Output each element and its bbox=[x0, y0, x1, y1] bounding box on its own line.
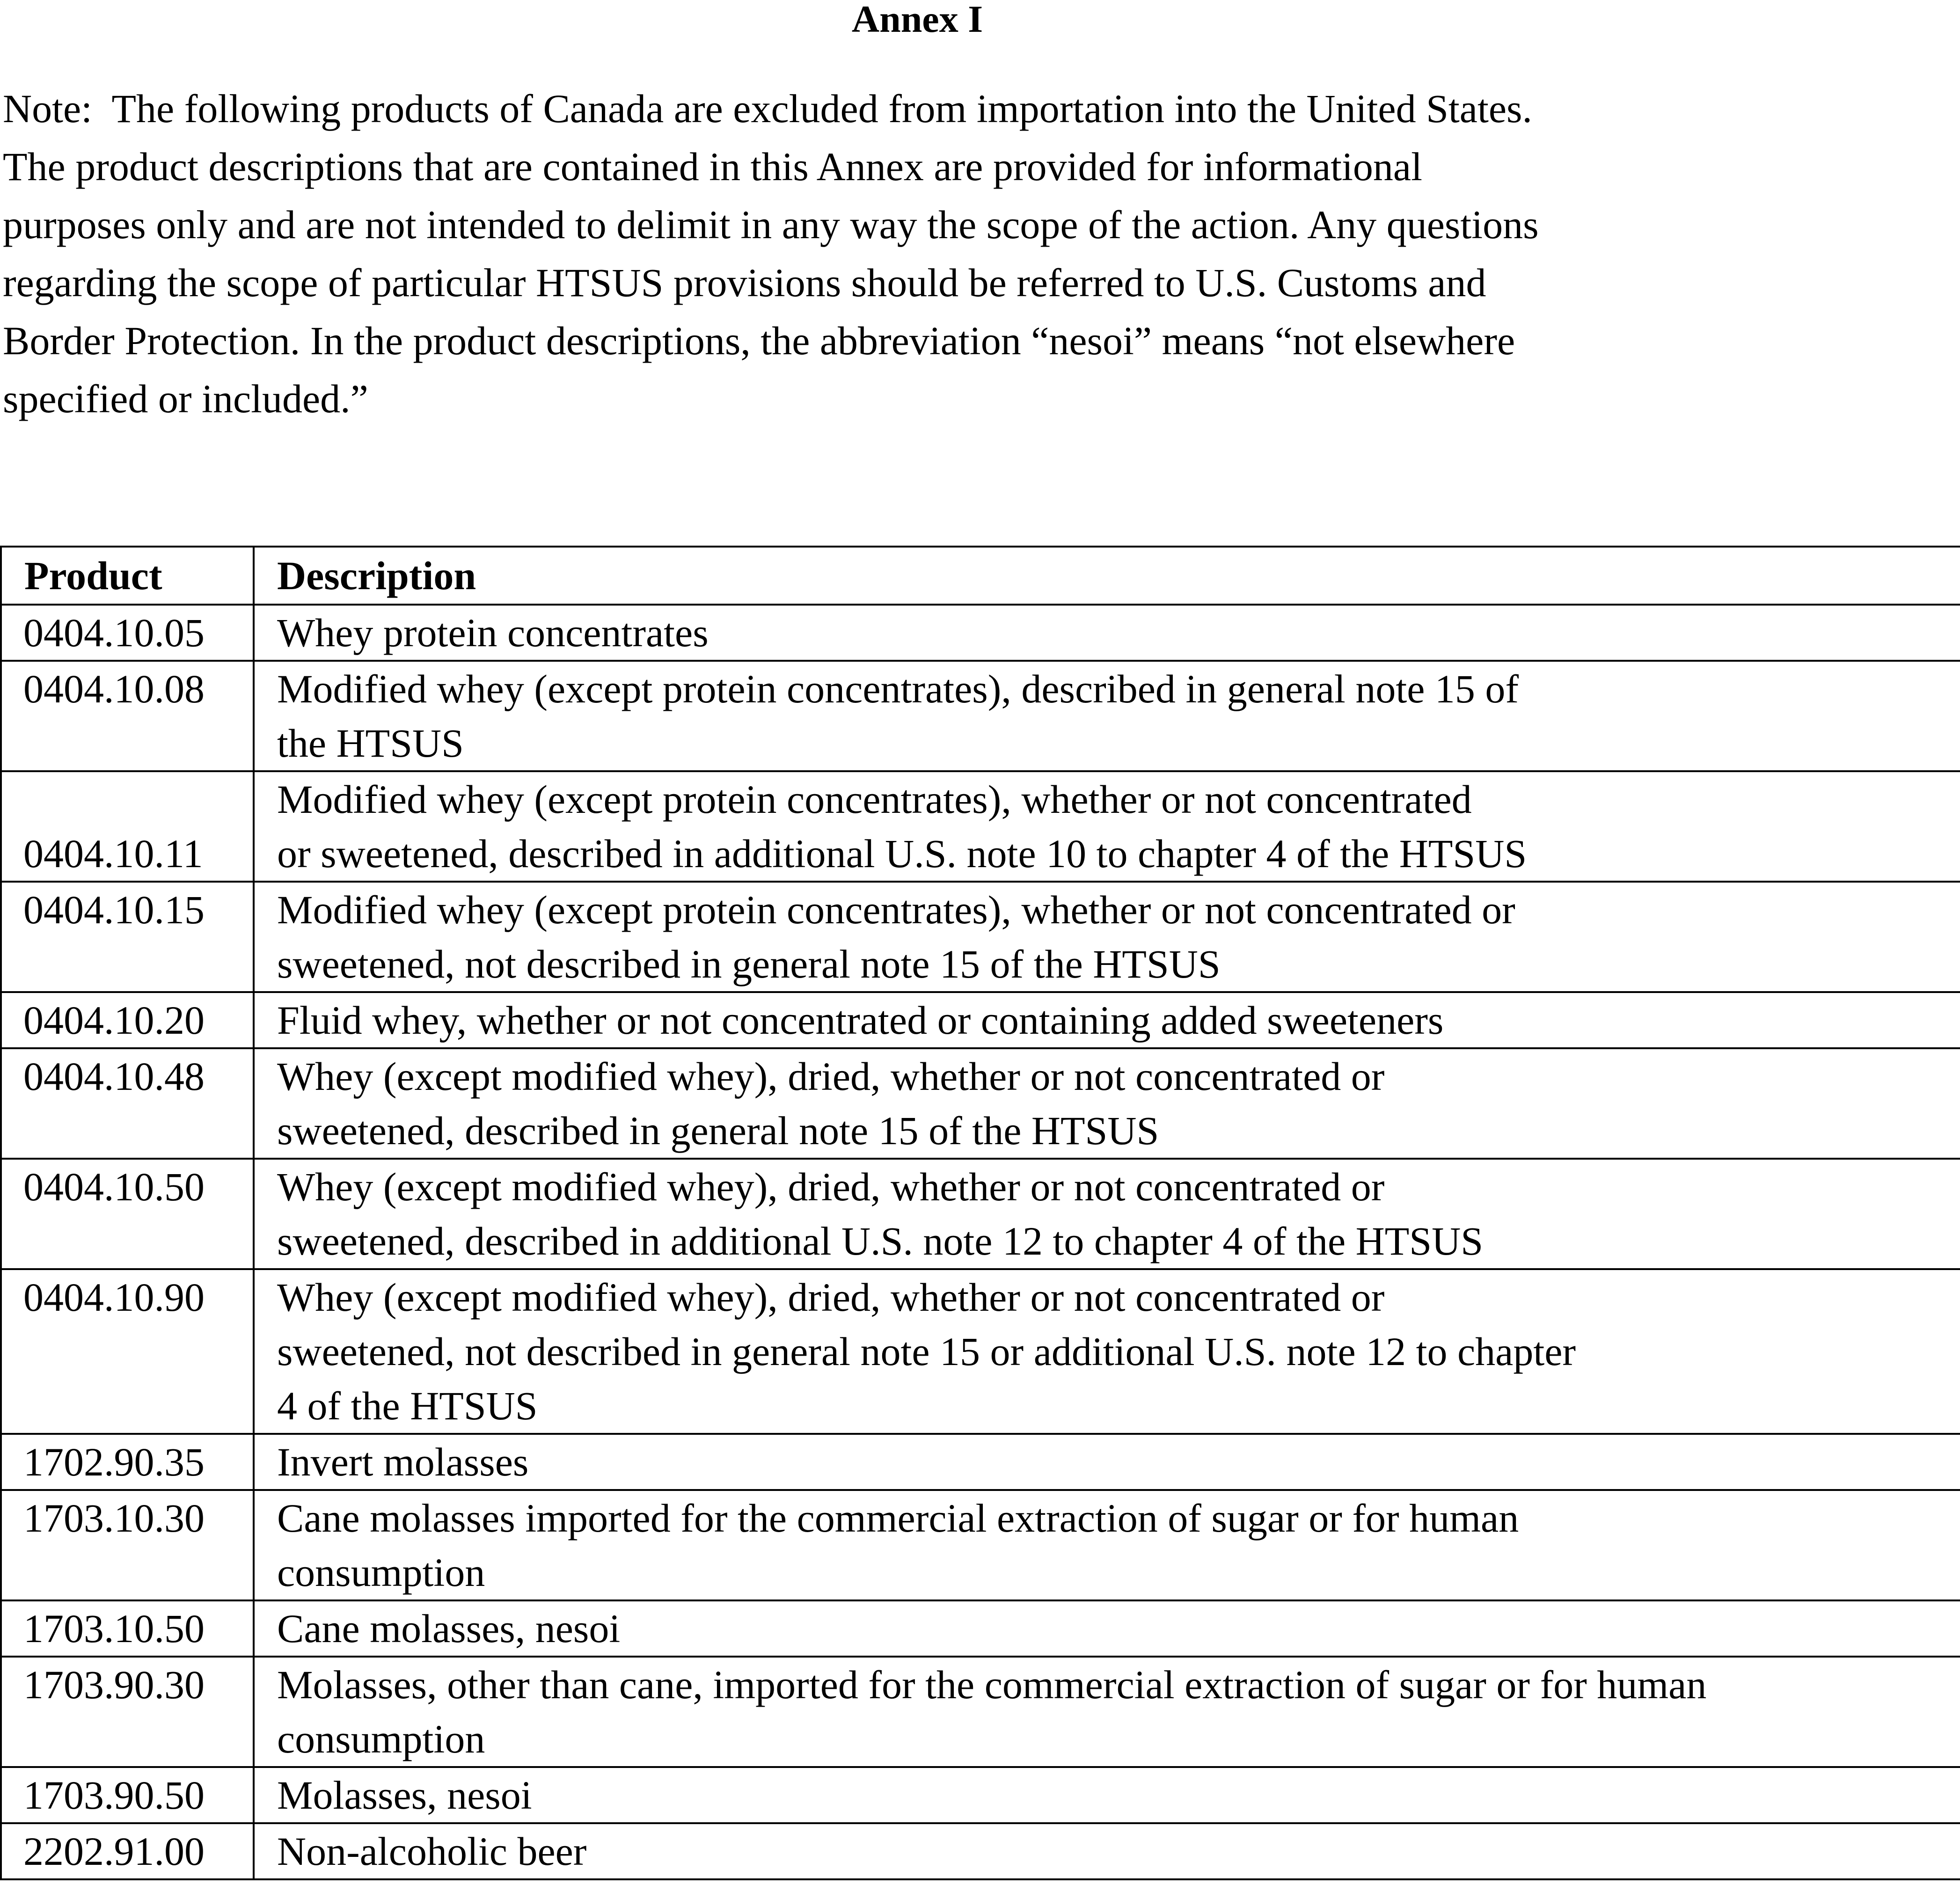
description-line: consumption bbox=[277, 1716, 485, 1761]
annex-note bbox=[3, 80, 1805, 428]
description-line: Cane molasses imported for the commercial extraction of sugar or for human bbox=[277, 1496, 1519, 1541]
product-code: 0404.10.08 bbox=[1, 661, 254, 771]
note-line: The product descriptions that are contained in this Annex are provided for informational bbox=[3, 144, 1422, 189]
product-code: 0404.10.48 bbox=[1, 1048, 254, 1159]
description-line: sweetened, described in general note 15 of the HTSUS bbox=[277, 1108, 1159, 1153]
table-header-row bbox=[1, 547, 1960, 605]
product-description bbox=[254, 992, 1960, 1048]
product-column-header: Product bbox=[1, 547, 254, 605]
product-code: 0404.10.50 bbox=[1, 1159, 254, 1269]
table-row bbox=[1, 992, 1960, 1048]
product-table bbox=[0, 546, 1960, 1880]
description-line: Non-alcoholic beer bbox=[277, 1829, 587, 1874]
product-description bbox=[254, 661, 1960, 771]
product-code: 0404.10.20 bbox=[1, 992, 254, 1048]
description-line: sweetened, described in additional U.S. note 12 to chapter 4 of the HTSUS bbox=[277, 1219, 1484, 1264]
table-row bbox=[1, 1823, 1960, 1879]
product-code: 2202.91.00 bbox=[1, 1823, 254, 1879]
table-row bbox=[1, 605, 1960, 661]
table-row bbox=[1, 882, 1960, 992]
description-line: Whey protein concentrates bbox=[277, 610, 709, 655]
product-description bbox=[254, 1657, 1960, 1767]
description-line: consumption bbox=[277, 1550, 485, 1595]
note-line: specified or included.” bbox=[3, 376, 368, 421]
description-line: Whey (except modified whey), dried, whether or not concentrated or bbox=[277, 1054, 1385, 1099]
product-description bbox=[254, 1823, 1960, 1879]
table-row bbox=[1, 1269, 1960, 1434]
product-code: 1703.10.50 bbox=[1, 1600, 254, 1657]
note-line: Note: The following products of Canada are excluded from importation into the United States. bbox=[3, 86, 1532, 131]
product-description bbox=[254, 1490, 1960, 1600]
description-line: Modified whey (except protein concentrates), whether or not concentrated bbox=[277, 777, 1472, 822]
table-row bbox=[1, 1767, 1960, 1823]
table-row bbox=[1, 1048, 1960, 1159]
product-description bbox=[254, 1600, 1960, 1657]
product-description bbox=[254, 1159, 1960, 1269]
product-code: 1703.90.30 bbox=[1, 1657, 254, 1767]
product-description bbox=[254, 771, 1960, 882]
description-line: Molasses, other than cane, imported for the commercial extraction of sugar or for human bbox=[277, 1662, 1707, 1707]
product-description bbox=[254, 1269, 1960, 1434]
description-line: Whey (except modified whey), dried, whether or not concentrated or bbox=[277, 1164, 1385, 1209]
table-row bbox=[1, 1657, 1960, 1767]
note-line: Border Protection. In the product descriptions, the abbreviation “nesoi” means “not elsewhere bbox=[3, 318, 1515, 363]
note-line: purposes only and are not intended to delimit in any way the scope of the action. Any questions bbox=[3, 202, 1539, 247]
description-line: Cane molasses, nesoi bbox=[277, 1606, 621, 1651]
product-code: 0404.10.11 bbox=[1, 771, 254, 882]
product-description bbox=[254, 1767, 1960, 1823]
description-line: 4 of the HTSUS bbox=[277, 1383, 538, 1428]
table-row bbox=[1, 1434, 1960, 1490]
product-code: 0404.10.05 bbox=[1, 605, 254, 661]
product-description bbox=[254, 882, 1960, 992]
description-line: Modified whey (except protein concentrates), whether or not concentrated or bbox=[277, 887, 1515, 932]
product-description bbox=[254, 1048, 1960, 1159]
product-code: 0404.10.90 bbox=[1, 1269, 254, 1434]
product-code: 1702.90.35 bbox=[1, 1434, 254, 1490]
table-row bbox=[1, 771, 1960, 882]
description-line: the HTSUS bbox=[277, 721, 464, 766]
table-row bbox=[1, 661, 1960, 771]
description-line: sweetened, not described in general note 15 or additional U.S. note 12 to chapter bbox=[277, 1329, 1576, 1374]
note-line: regarding the scope of particular HTSUS provisions should be referred to U.S. Customs and bbox=[3, 260, 1486, 305]
description-column-header: Description bbox=[254, 547, 1960, 605]
description-line: or sweetened, described in additional U.S. note 10 to chapter 4 of the HTSUS bbox=[277, 831, 1527, 876]
table-row bbox=[1, 1159, 1960, 1269]
product-code: 1703.10.30 bbox=[1, 1490, 254, 1600]
product-description bbox=[254, 1434, 1960, 1490]
table-row bbox=[1, 1490, 1960, 1600]
description-line: Whey (except modified whey), dried, whether or not concentrated or bbox=[277, 1275, 1385, 1320]
description-line: Invert molasses bbox=[277, 1439, 529, 1484]
annex-title: Annex I bbox=[851, 0, 983, 40]
product-code: 1703.90.50 bbox=[1, 1767, 254, 1823]
description-line: Molasses, nesoi bbox=[277, 1773, 532, 1818]
description-line: Modified whey (except protein concentrates), described in general note 15 of bbox=[277, 666, 1519, 711]
description-line: sweetened, not described in general note 15 of the HTSUS bbox=[277, 942, 1221, 986]
description-line: Fluid whey, whether or not concentrated or containing added sweeteners bbox=[277, 998, 1444, 1043]
table-row bbox=[1, 1600, 1960, 1657]
product-description bbox=[254, 605, 1960, 661]
product-code: 0404.10.15 bbox=[1, 882, 254, 992]
